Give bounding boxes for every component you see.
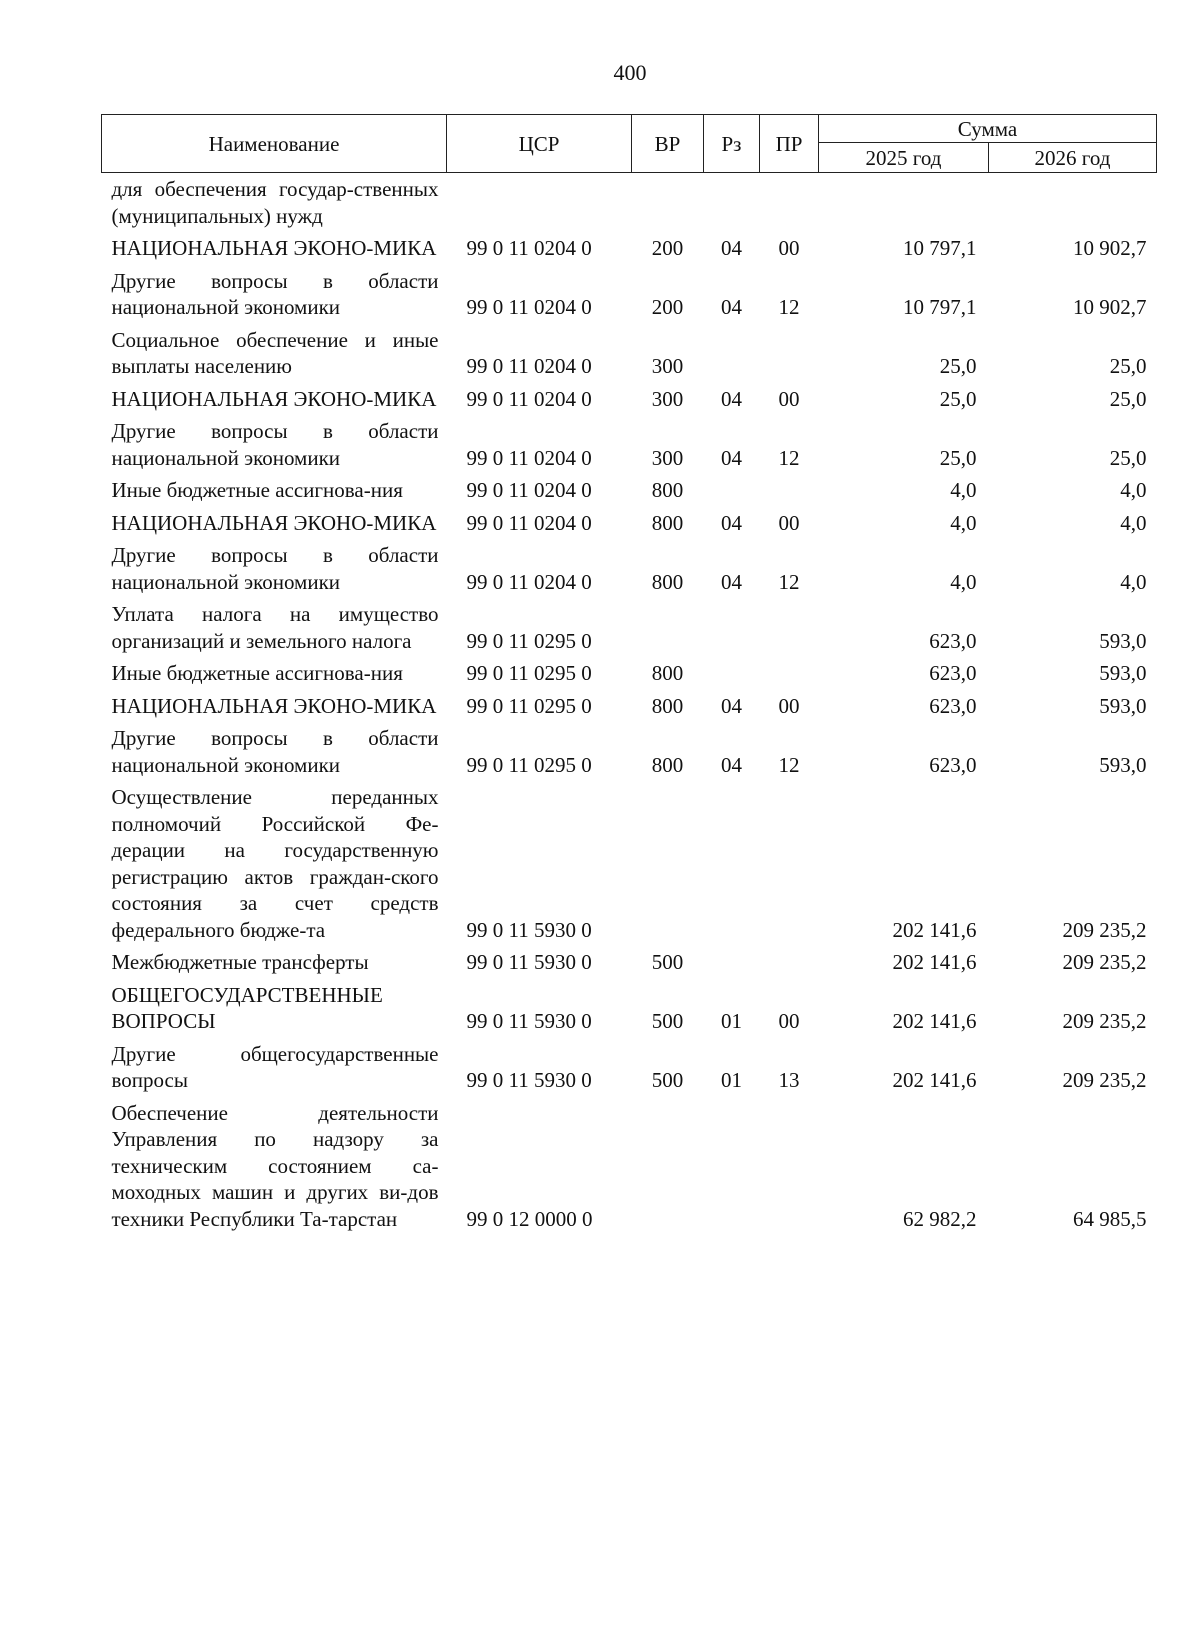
row-vr: 500: [651, 950, 684, 974]
row-sum-2025: 623,0: [929, 693, 977, 718]
row-name: Обеспечение деятельности Управления по надзору за техническим состоянием са-моходных машин и других ви-дов техники Республики Та-тарстан: [111, 1100, 439, 1231]
row-rz: 04: [721, 295, 742, 319]
row-rz: [704, 1097, 760, 1236]
row-name: НАЦИОНАЛЬНАЯ ЭКОНО-МИКА: [111, 386, 437, 411]
row-sum-2026: 209 235,2: [1062, 917, 1147, 942]
row-rz: 04: [721, 569, 742, 594]
header-vr: ВР: [632, 115, 704, 173]
row-vr: 500: [651, 1068, 684, 1092]
row-vr: 800: [651, 661, 684, 685]
row-name: Другие вопросы в области национальной экономики: [111, 419, 439, 470]
row-name: НАЦИОНАЛЬНАЯ ЭКОНО-МИКА: [111, 693, 437, 718]
row-vr: [632, 1097, 704, 1236]
row-rz: 04: [721, 445, 742, 470]
row-rz: [704, 474, 760, 507]
row-rz: 04: [721, 236, 742, 260]
row-csr: 99 0 11 0204 0: [466, 295, 592, 319]
row-sum-2026: 209 235,2: [1062, 1068, 1147, 1092]
row-sum-2025: 4,0: [950, 478, 977, 502]
table-row: [102, 946, 1157, 979]
row-name: Иные бюджетные ассигнова-ния: [111, 478, 403, 502]
row-rz: [704, 657, 760, 690]
header-csr: ЦСР: [447, 115, 632, 173]
row-name: Социальное обеспечение и иные выплаты населению: [111, 327, 439, 378]
table-row: [102, 173, 1157, 233]
table-row: [102, 690, 1157, 723]
row-pr: [760, 1097, 819, 1236]
row-sum-2025: 623,0: [929, 628, 977, 653]
row-sum-2025: 202 141,6: [892, 1068, 977, 1092]
row-sum-2026: 209 235,2: [1062, 950, 1147, 974]
row-pr: [760, 598, 819, 657]
row-csr: 99 0 11 0204 0: [466, 386, 592, 411]
table-row: [102, 383, 1157, 416]
row-pr: 12: [778, 445, 800, 470]
row-sum-2025: 623,0: [929, 752, 977, 777]
row-sum-2026: 64 985,5: [1073, 1206, 1147, 1231]
row-vr: 300: [651, 386, 684, 411]
row-name: для обеспечения государ-ственных (муниципальных) нужд: [111, 177, 439, 228]
row-vr: 800: [651, 510, 684, 535]
row-vr: 300: [651, 354, 684, 378]
row-sum-2025: 202 141,6: [892, 950, 977, 974]
row-csr: 99 0 12 0000 0: [466, 1206, 593, 1231]
row-name: Уплата налога на имущество организаций и земельного налога: [111, 602, 439, 653]
row-csr: 99 0 11 0204 0: [466, 236, 592, 260]
row-sum-2025: 25,0: [939, 386, 977, 411]
row-sum-2025: 10 797,1: [903, 236, 977, 260]
row-rz: [704, 946, 760, 979]
row-name: НАЦИОНАЛЬНАЯ ЭКОНО-МИКА: [111, 510, 437, 535]
row-pr: 00: [778, 236, 800, 260]
row-pr: 00: [778, 386, 800, 411]
page-number: 400: [613, 60, 647, 85]
row-sum-2026: [989, 173, 1157, 233]
row-csr: 99 0 11 0204 0: [466, 445, 592, 470]
header-pr: ПР: [760, 115, 819, 173]
row-name: Другие общегосударственные вопросы: [111, 1041, 439, 1092]
row-vr: 800: [651, 478, 684, 502]
row-pr: [760, 474, 819, 507]
row-sum-2025: 623,0: [929, 661, 977, 685]
table-header: [102, 115, 1157, 173]
row-rz: 04: [721, 752, 742, 777]
row-rz: [704, 781, 760, 946]
row-rz: [704, 173, 760, 233]
table-row: [102, 657, 1157, 690]
row-vr: 200: [651, 295, 684, 319]
table-row: [102, 265, 1157, 324]
row-rz: 01: [721, 1068, 742, 1092]
row-pr: 00: [778, 510, 800, 535]
header-year-2025: 2025 год: [819, 143, 989, 173]
row-vr: 800: [651, 752, 684, 777]
row-sum-2026: 593,0: [1099, 661, 1147, 685]
row-pr: 12: [778, 295, 800, 319]
row-sum-2025: 10 797,1: [903, 295, 977, 319]
table-row: [102, 474, 1157, 507]
row-rz: 04: [721, 693, 742, 718]
row-sum-2025: [819, 173, 989, 233]
row-csr: 99 0 11 0204 0: [466, 510, 592, 535]
table-row: [102, 324, 1157, 383]
row-csr: 99 0 11 5930 0: [466, 1009, 592, 1033]
row-csr: 99 0 11 5930 0: [466, 1068, 592, 1092]
row-pr: [760, 781, 819, 946]
row-sum-2026: 10 902,7: [1073, 295, 1147, 319]
row-pr: 12: [778, 569, 800, 594]
header-rz: Рз: [704, 115, 760, 173]
row-pr: 12: [778, 752, 800, 777]
row-sum-2026: 593,0: [1099, 693, 1147, 718]
row-sum-2026: 25,0: [1109, 354, 1147, 378]
row-pr: 00: [778, 1009, 800, 1033]
table-row: [102, 722, 1157, 781]
row-sum-2025: 4,0: [950, 569, 977, 594]
row-pr: 13: [778, 1068, 800, 1092]
row-vr: 500: [651, 1009, 684, 1033]
row-csr: 99 0 11 0295 0: [466, 628, 592, 653]
row-sum-2025: 202 141,6: [892, 1009, 977, 1033]
row-pr: [760, 946, 819, 979]
row-csr: 99 0 11 0295 0: [466, 693, 592, 718]
table-row: [102, 1038, 1157, 1097]
header-sum: Сумма: [819, 115, 1157, 143]
row-sum-2026: 593,0: [1099, 752, 1147, 777]
row-vr: 800: [651, 693, 684, 718]
row-rz: 01: [721, 1009, 742, 1033]
row-pr: 00: [778, 693, 800, 718]
row-sum-2026: 25,0: [1109, 386, 1147, 411]
row-sum-2026: 4,0: [1120, 478, 1147, 502]
row-vr: 800: [651, 569, 684, 594]
header-year-2026: 2026 год: [989, 143, 1157, 173]
budget-table: [101, 114, 1157, 1235]
row-sum-2026: 593,0: [1099, 628, 1147, 653]
table-row: [102, 1097, 1157, 1236]
row-vr: [632, 781, 704, 946]
row-rz: [704, 598, 760, 657]
table-body: [102, 173, 1157, 1236]
row-csr: 99 0 11 5930 0: [466, 917, 592, 942]
table-row: [102, 781, 1157, 946]
row-csr: 99 0 11 5930 0: [466, 950, 592, 974]
table-row: [102, 539, 1157, 598]
row-csr: 99 0 11 0204 0: [466, 569, 592, 594]
row-name: Межбюджетные трансферты: [111, 950, 369, 974]
row-vr: [632, 598, 704, 657]
row-rz: 04: [721, 386, 742, 411]
header-name: Наименование: [102, 115, 447, 173]
row-name: Другие вопросы в области национальной экономики: [111, 268, 439, 319]
row-sum-2026: 10 902,7: [1073, 236, 1147, 260]
row-sum-2025: 62 982,2: [903, 1206, 977, 1231]
row-pr: [760, 324, 819, 383]
row-sum-2025: 25,0: [939, 354, 977, 378]
row-name: Другие вопросы в области национальной экономики: [111, 543, 439, 594]
row-sum-2026: 4,0: [1120, 569, 1147, 594]
row-vr: [632, 173, 704, 233]
row-sum-2025: 4,0: [950, 510, 977, 535]
table-row: [102, 979, 1157, 1038]
table-row: [102, 507, 1157, 540]
row-csr: 99 0 11 0204 0: [466, 478, 592, 502]
row-rz: 04: [721, 510, 742, 535]
row-name: Осуществление переданных полномочий Российской Фе-дерации на государственную регистрацию актов граждан-ского состояния за счет средств федерального бюдже-та: [111, 785, 439, 942]
row-vr: 200: [651, 236, 684, 260]
row-name: ОБЩЕГОСУДАРСТВЕННЫЕ ВОПРОСЫ: [111, 982, 383, 1033]
row-sum-2025: 202 141,6: [892, 917, 977, 942]
row-csr: [447, 173, 632, 233]
row-pr: [760, 173, 819, 233]
row-name: Иные бюджетные ассигнова-ния: [111, 661, 403, 685]
row-name: НАЦИОНАЛЬНАЯ ЭКОНО-МИКА: [111, 236, 437, 260]
row-sum-2026: 209 235,2: [1062, 1009, 1147, 1033]
row-sum-2025: 25,0: [939, 445, 977, 470]
row-csr: 99 0 11 0295 0: [466, 661, 592, 685]
row-pr: [760, 657, 819, 690]
table-row: [102, 415, 1157, 474]
table-row: [102, 598, 1157, 657]
table-row: [102, 232, 1157, 265]
row-csr: 99 0 11 0204 0: [466, 354, 592, 378]
row-sum-2026: 25,0: [1109, 445, 1147, 470]
row-name: Другие вопросы в области национальной экономики: [111, 726, 439, 777]
row-sum-2026: 4,0: [1120, 510, 1147, 535]
row-vr: 300: [651, 445, 684, 470]
row-rz: [704, 324, 760, 383]
row-csr: 99 0 11 0295 0: [466, 752, 592, 777]
